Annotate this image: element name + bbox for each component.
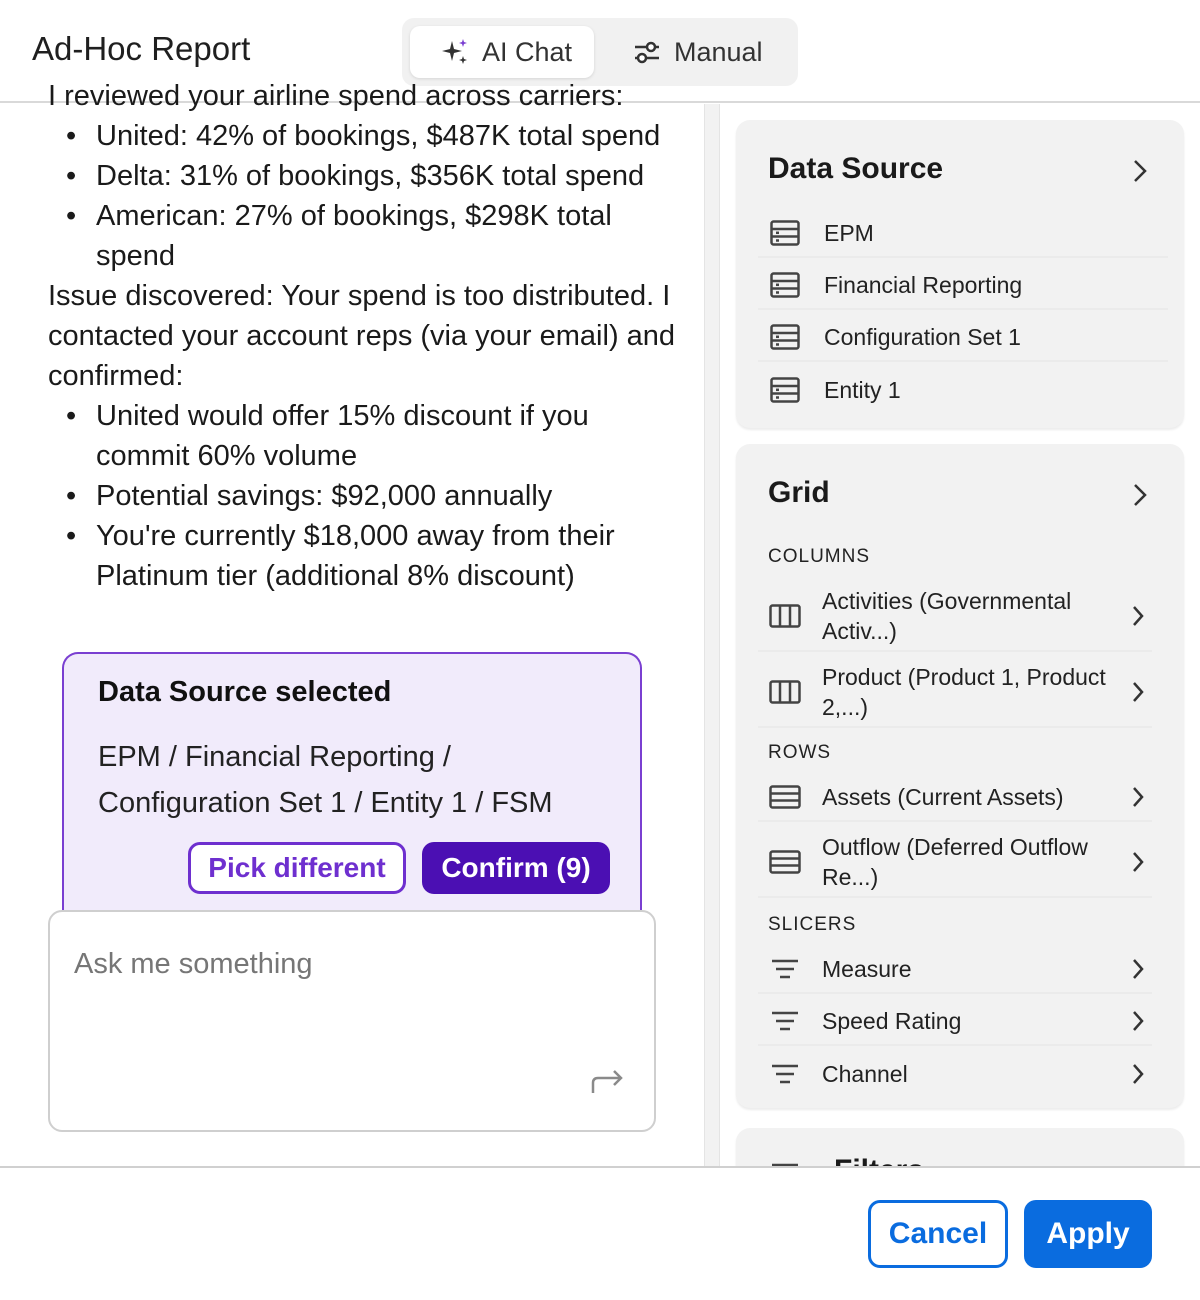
cancel-button[interactable]: Cancel [868, 1200, 1008, 1268]
grid-row-item[interactable] [758, 828, 1152, 898]
tab-ai-chat[interactable] [410, 26, 594, 78]
grid-row-label: Outflow (Deferred Outflow Re...) [822, 834, 1088, 890]
grid-column-item[interactable] [758, 582, 1152, 652]
apply-button[interactable]: Apply [1024, 1200, 1152, 1268]
grid-column-item[interactable] [758, 658, 1152, 728]
sparkle-icon [440, 37, 470, 67]
chevron-right-icon[interactable] [1130, 604, 1146, 628]
chevron-right-icon[interactable] [1130, 850, 1146, 874]
grid-slicer-label: Measure [822, 956, 912, 982]
columns-label: COLUMNS [768, 546, 871, 567]
send-icon[interactable] [590, 1066, 626, 1096]
list-item: • United: 42% of bookings, $487K total spend [48, 116, 678, 156]
chevron-right-icon[interactable] [1130, 480, 1150, 510]
list-item: • American: 27% of bookings, $298K total spend [48, 196, 678, 276]
columns-icon [769, 680, 801, 704]
chevron-right-icon[interactable] [1130, 1062, 1146, 1086]
data-source-item[interactable] [758, 210, 1168, 258]
message-intro: I reviewed your airline spend across carriers: [48, 80, 624, 112]
chat-input[interactable] [48, 910, 656, 1132]
grid-column-label: Product (Product 1, Product 2,...) [822, 664, 1106, 720]
page-title: Ad-Hoc Report [32, 30, 251, 67]
grid-row-label: Assets (Current Assets) [822, 784, 1064, 810]
filter-lines-icon [770, 958, 800, 980]
data-source-panel-title: Data Source [768, 152, 944, 185]
chevron-right-icon[interactable] [1130, 785, 1146, 809]
slicers-label: SLICERS [768, 914, 857, 935]
chat-input-placeholder: Ask me something [74, 948, 313, 980]
grid-slicer-label: Speed Rating [822, 1008, 962, 1034]
issue-text: Issue discovered: Your spend is too distributed. I contacted your account reps (via your email) and confirmed: [48, 280, 676, 392]
grid-slicer-item[interactable] [758, 998, 1152, 1046]
data-source-item-label: EPM [824, 219, 874, 246]
data-source-item[interactable] [758, 366, 1168, 414]
grid-column-label: Activities (Governmental Activ...) [822, 588, 1072, 644]
chat-panel [0, 80, 704, 1166]
findings-list [48, 396, 678, 596]
list-item: • United would offer 15% discount if you commit 60% volume [48, 396, 678, 476]
data-source-item-label: Entity 1 [824, 376, 901, 403]
grid-slicer-item[interactable] [758, 1050, 1152, 1098]
carrier-list [48, 116, 678, 276]
data-source-selected-card [62, 652, 642, 932]
panel-divider[interactable] [704, 104, 720, 1166]
chevron-right-icon[interactable] [1130, 680, 1146, 704]
grid-panel [736, 444, 1184, 1108]
list-item: • You're currently $18,000 away from their Platinum tier (additional 8% discount) [48, 516, 678, 596]
tab-manual-label: Manual [674, 36, 763, 67]
data-source-item[interactable] [758, 314, 1168, 362]
pick-different-button[interactable]: Pick different [188, 842, 406, 894]
config-panel [720, 104, 1200, 1166]
filter-lines-icon [770, 1063, 800, 1085]
data-source-item-label: Financial Reporting [824, 271, 1023, 298]
database-table-icon [770, 324, 800, 350]
grid-slicer-label: Channel [822, 1061, 908, 1087]
data-source-item[interactable] [758, 262, 1168, 310]
data-source-item-label: Configuration Set 1 [824, 323, 1021, 350]
data-source-path: EPM / Financial Reporting / Configuration Set 1 / Entity 1 / FSM [98, 741, 553, 819]
list-item: • Delta: 31% of bookings, $356K total spend [48, 156, 678, 196]
rows-icon [769, 785, 801, 809]
rows-icon [769, 850, 801, 874]
list-item: • Potential savings: $92,000 annually [48, 476, 678, 516]
chevron-right-icon[interactable] [1130, 156, 1150, 186]
footer [0, 1166, 1200, 1300]
sliders-icon [632, 37, 662, 67]
grid-slicer-item[interactable] [758, 946, 1152, 994]
database-table-icon [770, 272, 800, 298]
grid-panel-title: Grid [768, 476, 830, 509]
chevron-right-icon[interactable] [1130, 957, 1146, 981]
chevron-right-icon[interactable] [1130, 1009, 1146, 1033]
confirm-button[interactable]: Confirm (9) [422, 842, 610, 894]
assistant-message [48, 76, 678, 596]
tab-ai-chat-label: AI Chat [482, 36, 573, 67]
grid-row-item[interactable] [758, 774, 1152, 822]
filter-lines-icon [770, 1010, 800, 1032]
database-table-icon [770, 220, 800, 246]
card-title: Data Source selected [98, 676, 392, 708]
tab-manual[interactable] [626, 26, 796, 78]
database-table-icon [770, 377, 800, 403]
rows-label: ROWS [768, 742, 832, 763]
columns-icon [769, 604, 801, 628]
data-source-panel [736, 120, 1184, 428]
